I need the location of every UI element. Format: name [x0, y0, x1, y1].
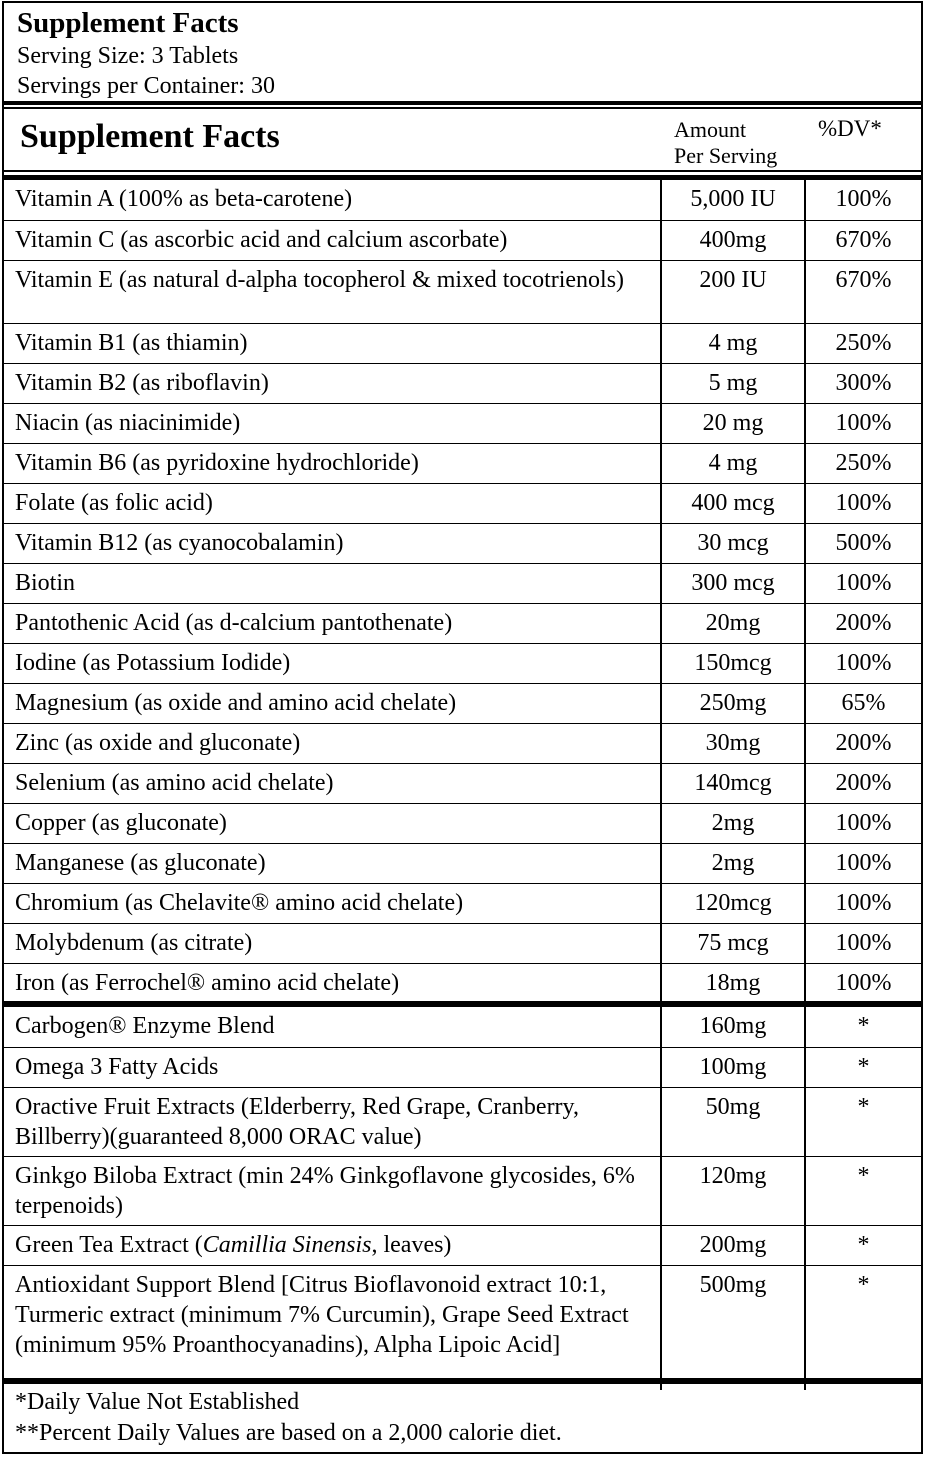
table-row — [4, 180, 921, 220]
amount-header-line1: Amount — [674, 117, 747, 142]
nutrient-name: Vitamin B1 (as thiamin) — [4, 323, 661, 363]
vitamins-table — [4, 180, 921, 1002]
serving-size: Serving Size: 3 Tablets — [17, 43, 239, 69]
table-row — [4, 643, 921, 683]
blends-table — [4, 1007, 921, 1390]
nutrient-name-part: Green Tea Extract ( — [15, 1231, 203, 1258]
amount-per-serving: 30mg — [661, 723, 805, 763]
amount-header-line2: Per Serving — [674, 143, 778, 168]
nutrient-name: Ginkgo Biloba Extract (min 24% Ginkgoflavone glycosides, 6% terpenoids) — [4, 1156, 661, 1225]
table-row — [4, 1007, 921, 1047]
nutrient-name: Copper (as gluconate) — [4, 803, 661, 843]
table-row — [4, 963, 921, 1002]
table-row — [4, 883, 921, 923]
amount-per-serving: 2mg — [661, 843, 805, 883]
nutrient-name: Vitamin B6 (as pyridoxine hydrochloride) — [4, 443, 661, 483]
nutrient-name: Folate (as folic acid) — [4, 483, 661, 523]
nutrient-name: Pantothenic Acid (as d-calcium pantothenate) — [4, 603, 661, 643]
daily-value: 670% — [805, 220, 921, 260]
nutrient-name: Oractive Fruit Extracts (Elderberry, Red Grape, Cranberry, Billberry)(guaranteed 8,000 ORAC value) — [4, 1087, 661, 1156]
header-divider — [4, 101, 921, 105]
table-row — [4, 603, 921, 643]
nutrient-name: Vitamin A (100% as beta-carotene) — [4, 180, 661, 220]
table-row — [4, 363, 921, 403]
amount-per-serving: 120mg — [661, 1156, 805, 1225]
daily-value: 100% — [805, 963, 921, 1002]
daily-value: 100% — [805, 803, 921, 843]
daily-value: 100% — [805, 563, 921, 603]
table-row — [4, 323, 921, 363]
amount-per-serving: 100mg — [661, 1047, 805, 1087]
daily-value: 100% — [805, 483, 921, 523]
footnote-percent-dv: **Percent Daily Values are based on a 2,000 calorie diet. — [15, 1420, 562, 1446]
amount-per-serving: 2mg — [661, 803, 805, 843]
table-row — [4, 260, 921, 323]
daily-value: 100% — [805, 843, 921, 883]
daily-value: 500% — [805, 523, 921, 563]
daily-value: 250% — [805, 443, 921, 483]
table-row — [4, 1047, 921, 1087]
footer-divider — [4, 1378, 921, 1384]
amount-per-serving: 400 mcg — [661, 483, 805, 523]
daily-value: 100% — [805, 883, 921, 923]
amount-per-serving: 160mg — [661, 1007, 805, 1047]
servings-per-container: Servings per Container: 30 — [17, 73, 275, 99]
amount-per-serving: 75 mcg — [661, 923, 805, 963]
daily-value: 65% — [805, 683, 921, 723]
daily-value: 100% — [805, 403, 921, 443]
dv-column-header: %DV* — [818, 116, 882, 141]
table-row — [4, 683, 921, 723]
nutrient-name: Antioxidant Support Blend [Citrus Bioflavonoid extract 10:1, Turmeric extract (minimum 7% Curcumin), Grape Seed Extract (minimum 95% Proanthocyanadins), Alpha Lipoic Acid] — [15, 1271, 629, 1358]
amount-per-serving: 20 mg — [661, 403, 805, 443]
amount-per-serving: 18mg — [661, 963, 805, 1002]
daily-value: * — [805, 1087, 921, 1156]
footnote-daily-value: *Daily Value Not Established — [15, 1389, 300, 1415]
table-row — [4, 1156, 921, 1225]
daily-value: 200% — [805, 763, 921, 803]
daily-value: * — [805, 1225, 921, 1265]
table-row — [4, 1087, 921, 1156]
nutrient-name — [4, 1225, 661, 1265]
table-row — [4, 1265, 921, 1390]
nutrient-name: Iodine (as Potassium Iodide) — [4, 643, 661, 683]
nutrient-name: Zinc (as oxide and gluconate) — [4, 723, 661, 763]
amount-per-serving: 30 mcg — [661, 523, 805, 563]
table-row — [4, 563, 921, 603]
daily-value: 200% — [805, 603, 921, 643]
daily-value: 100% — [805, 643, 921, 683]
amount-per-serving: 5 mg — [661, 363, 805, 403]
nutrient-name: Molybdenum (as citrate) — [4, 923, 661, 963]
nutrient-name: Biotin — [4, 563, 661, 603]
amount-column-header — [674, 117, 777, 169]
amount-per-serving: 500mg — [661, 1265, 805, 1390]
nutrient-name-italic: Camillia Sinensis — [202, 1231, 372, 1258]
amount-per-serving: 5,000 IU — [661, 180, 805, 220]
amount-per-serving: 250mg — [661, 683, 805, 723]
supplement-facts-label — [2, 1, 923, 1454]
nutrient-name: Magnesium (as oxide and amino acid chelate) — [4, 683, 661, 723]
daily-value: 250% — [805, 323, 921, 363]
daily-value: 100% — [805, 923, 921, 963]
nutrient-name: Niacin (as niacinimide) — [4, 403, 661, 443]
table-row — [4, 923, 921, 963]
table-row — [4, 1225, 921, 1265]
table-row — [4, 523, 921, 563]
amount-per-serving: 50mg — [661, 1087, 805, 1156]
nutrient-name: Omega 3 Fatty Acids — [4, 1047, 661, 1087]
amount-per-serving: 120mcg — [661, 883, 805, 923]
amount-per-serving: 300 mcg — [661, 563, 805, 603]
table-row — [4, 443, 921, 483]
daily-value: * — [805, 1047, 921, 1087]
amount-per-serving: 200 IU — [661, 260, 805, 323]
nutrient-name-part: , leaves) — [371, 1231, 452, 1258]
amount-per-serving: 150mcg — [661, 643, 805, 683]
table-row — [4, 763, 921, 803]
nutrient-name: Iron (as Ferrochel® amino acid chelate) — [15, 969, 400, 996]
amount-per-serving: 200mg — [661, 1225, 805, 1265]
nutrient-name: Vitamin C (as ascorbic acid and calcium ascorbate) — [4, 220, 661, 260]
nutrient-name: Selenium (as amino acid chelate) — [4, 763, 661, 803]
nutrient-name: Vitamin E (as natural d-alpha tocopherol & mixed tocotrienols) — [4, 260, 661, 323]
table-row — [4, 483, 921, 523]
nutrient-name: Carbogen® Enzyme Blend — [4, 1007, 661, 1047]
amount-per-serving: 20mg — [661, 603, 805, 643]
table-row — [4, 723, 921, 763]
table-row — [4, 220, 921, 260]
table-row — [4, 843, 921, 883]
daily-value: 100% — [805, 180, 921, 220]
amount-per-serving: 4 mg — [661, 323, 805, 363]
header-divider-thin — [4, 107, 921, 109]
amount-per-serving: 140mcg — [661, 763, 805, 803]
column-header-divider — [4, 170, 921, 172]
daily-value: * — [805, 1007, 921, 1047]
daily-value: 300% — [805, 363, 921, 403]
amount-per-serving: 400mg — [661, 220, 805, 260]
daily-value: * — [805, 1156, 921, 1225]
footnotes — [15, 1387, 562, 1449]
header-title: Supplement Facts — [17, 7, 239, 39]
table-row — [4, 403, 921, 443]
nutrient-name: Vitamin B12 (as cyanocobalamin) — [4, 523, 661, 563]
daily-value: 200% — [805, 723, 921, 763]
amount-per-serving: 4 mg — [661, 443, 805, 483]
nutrient-name: Manganese (as gluconate) — [4, 843, 661, 883]
table-title: Supplement Facts — [20, 118, 280, 155]
nutrient-name: Chromium (as Chelavite® amino acid chelate) — [4, 883, 661, 923]
table-row — [4, 803, 921, 843]
daily-value: * — [805, 1265, 921, 1390]
nutrient-name: Vitamin B2 (as riboflavin) — [4, 363, 661, 403]
daily-value: 670% — [805, 260, 921, 323]
